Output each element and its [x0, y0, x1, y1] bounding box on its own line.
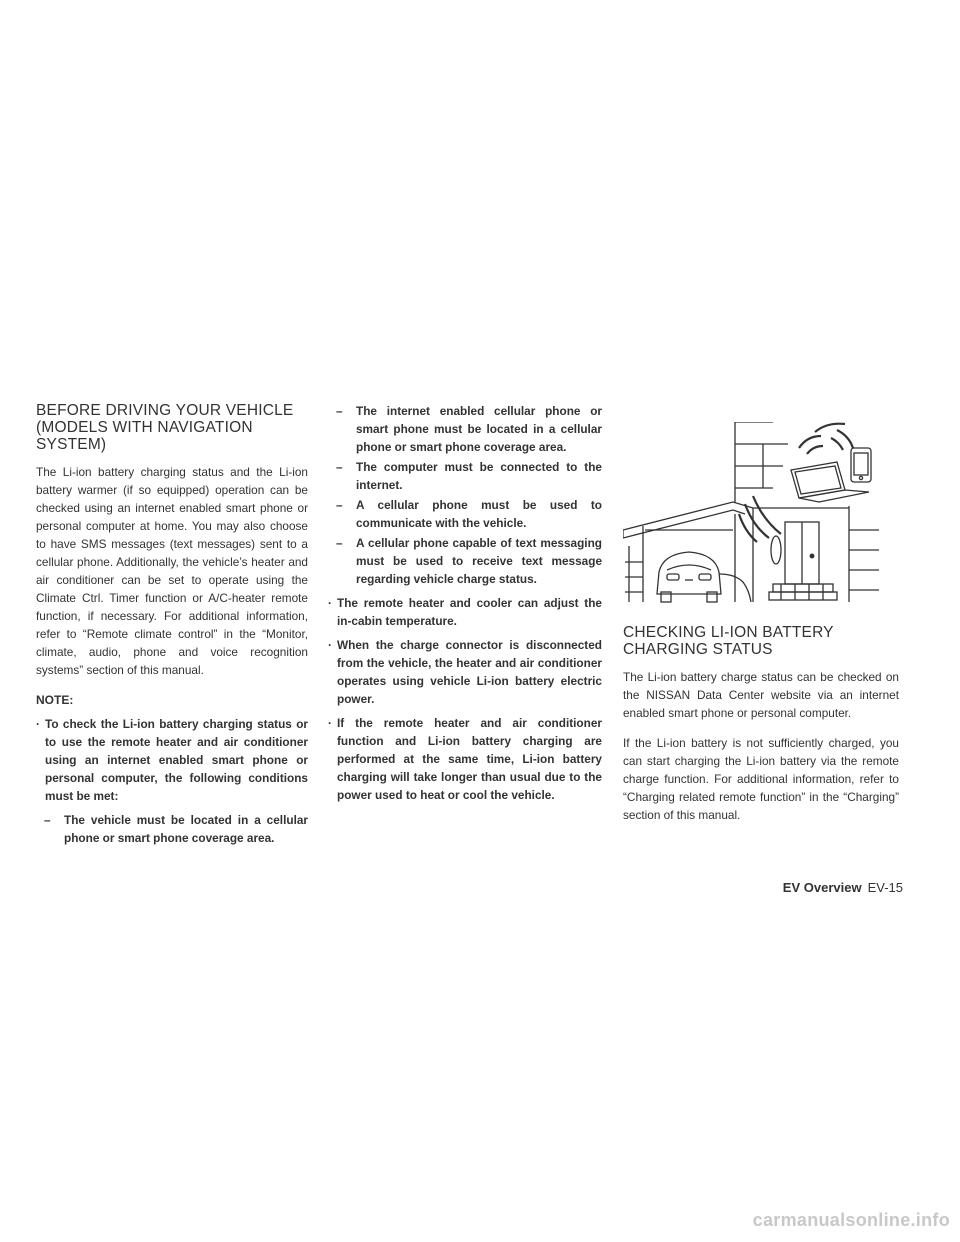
- dash-mark: –: [336, 404, 343, 418]
- note-label: NOTE:: [36, 693, 74, 707]
- car-icon: [657, 552, 751, 602]
- dash-item: [44, 811, 308, 847]
- bullet-dot: ·: [36, 717, 40, 731]
- note-bullet: [328, 636, 602, 708]
- bullet-text: When the charge connector is disconnected from the vehicle, the heater and air conditioner operates using vehicle Li-ion battery electric power.: [337, 638, 602, 706]
- middle-column: [328, 402, 602, 810]
- bullet-dot: ·: [328, 638, 332, 652]
- dash-text: A cellular phone capable of text messaging must be used to receive text message regarding vehicle charge status.: [356, 536, 602, 586]
- note-bullet: [328, 714, 602, 804]
- intro-paragraph: The Li-ion battery charging status and the Li-ion battery warmer (if so equipped) operation can be checked using an internet enabled smart phone or personal computer at home. You may also choose to have SMS messages (text messages) sent to a cellular phone. Additionally, the vehicle’s heater and air conditioner can be set to operate using the Climate Ctrl. Timer function or A/C-heater remote function, if necessary. For additional information, refer to “Remote climate control” in the “Monitor, climate, audio, phone and voice recognition systems” section of this manual.: [36, 465, 308, 677]
- bullet-text: If the remote heater and air conditioner function and Li-ion battery charging are performed at the same time, Li-ion battery charging will take longer than usual due to the power used to heat or cool the vehicle.: [337, 716, 602, 802]
- bullet-dot: ·: [328, 596, 332, 610]
- page-footer: [733, 880, 903, 895]
- note-bullet: [36, 715, 308, 805]
- dash-item: [336, 534, 602, 588]
- footer-section-title: EV Overview: [782, 880, 862, 895]
- status-paragraph-1: The Li-ion battery charge status can be checked on the NISSAN Data Center website via an internet enabled smart phone or personal computer.: [623, 670, 899, 720]
- dash-text: The computer must be connected to the internet.: [356, 460, 602, 492]
- bullet-text: To check the Li-ion battery charging status or to use the remote heater and air conditioner using an internet enabled smart phone or personal computer, the following conditions must be met:: [45, 717, 308, 803]
- watermark: carmanualsonline.info: [752, 1210, 950, 1230]
- bullet-dot: ·: [328, 716, 332, 730]
- wireless-signal-icon: [739, 424, 853, 542]
- bullet-text: The remote heater and cooler can adjust the in-cabin temperature.: [337, 596, 602, 628]
- remote-connection-illustration: [623, 422, 879, 612]
- dash-text: The internet enabled cellular phone or smart phone must be located in a cellular phone or smart phone coverage area.: [356, 404, 602, 454]
- page-number: EV-15: [867, 880, 903, 895]
- dash-mark: –: [44, 813, 51, 827]
- dash-mark: –: [336, 498, 343, 512]
- house-icon: [735, 422, 879, 602]
- dash-mark: –: [336, 460, 343, 474]
- section-heading-checking-status: CHECKING LI-ION BATTERY CHARGING STATUS: [623, 624, 834, 658]
- dash-item: [336, 458, 602, 494]
- note-bullet: [328, 594, 602, 630]
- dash-item: [336, 402, 602, 456]
- section-heading-before-driving: BEFORE DRIVING YOUR VEHICLE (MODELS WITH NAVIGATION SYSTEM): [36, 402, 294, 453]
- right-column: [623, 624, 899, 836]
- status-paragraph-2: If the Li-ion battery is not sufficiently charged, you can start charging the Li-ion battery via the remote charge function. For additional information, refer to “Charging related remote function” in the “Charging” section of this manual.: [623, 736, 899, 822]
- dash-item: [336, 496, 602, 532]
- smartphone-icon: [851, 448, 871, 482]
- dash-text: A cellular phone must be used to communicate with the vehicle.: [356, 498, 602, 530]
- left-column: [36, 402, 308, 849]
- dash-text: The vehicle must be located in a cellular phone or smart phone coverage area.: [64, 813, 308, 845]
- dash-mark: –: [336, 536, 343, 550]
